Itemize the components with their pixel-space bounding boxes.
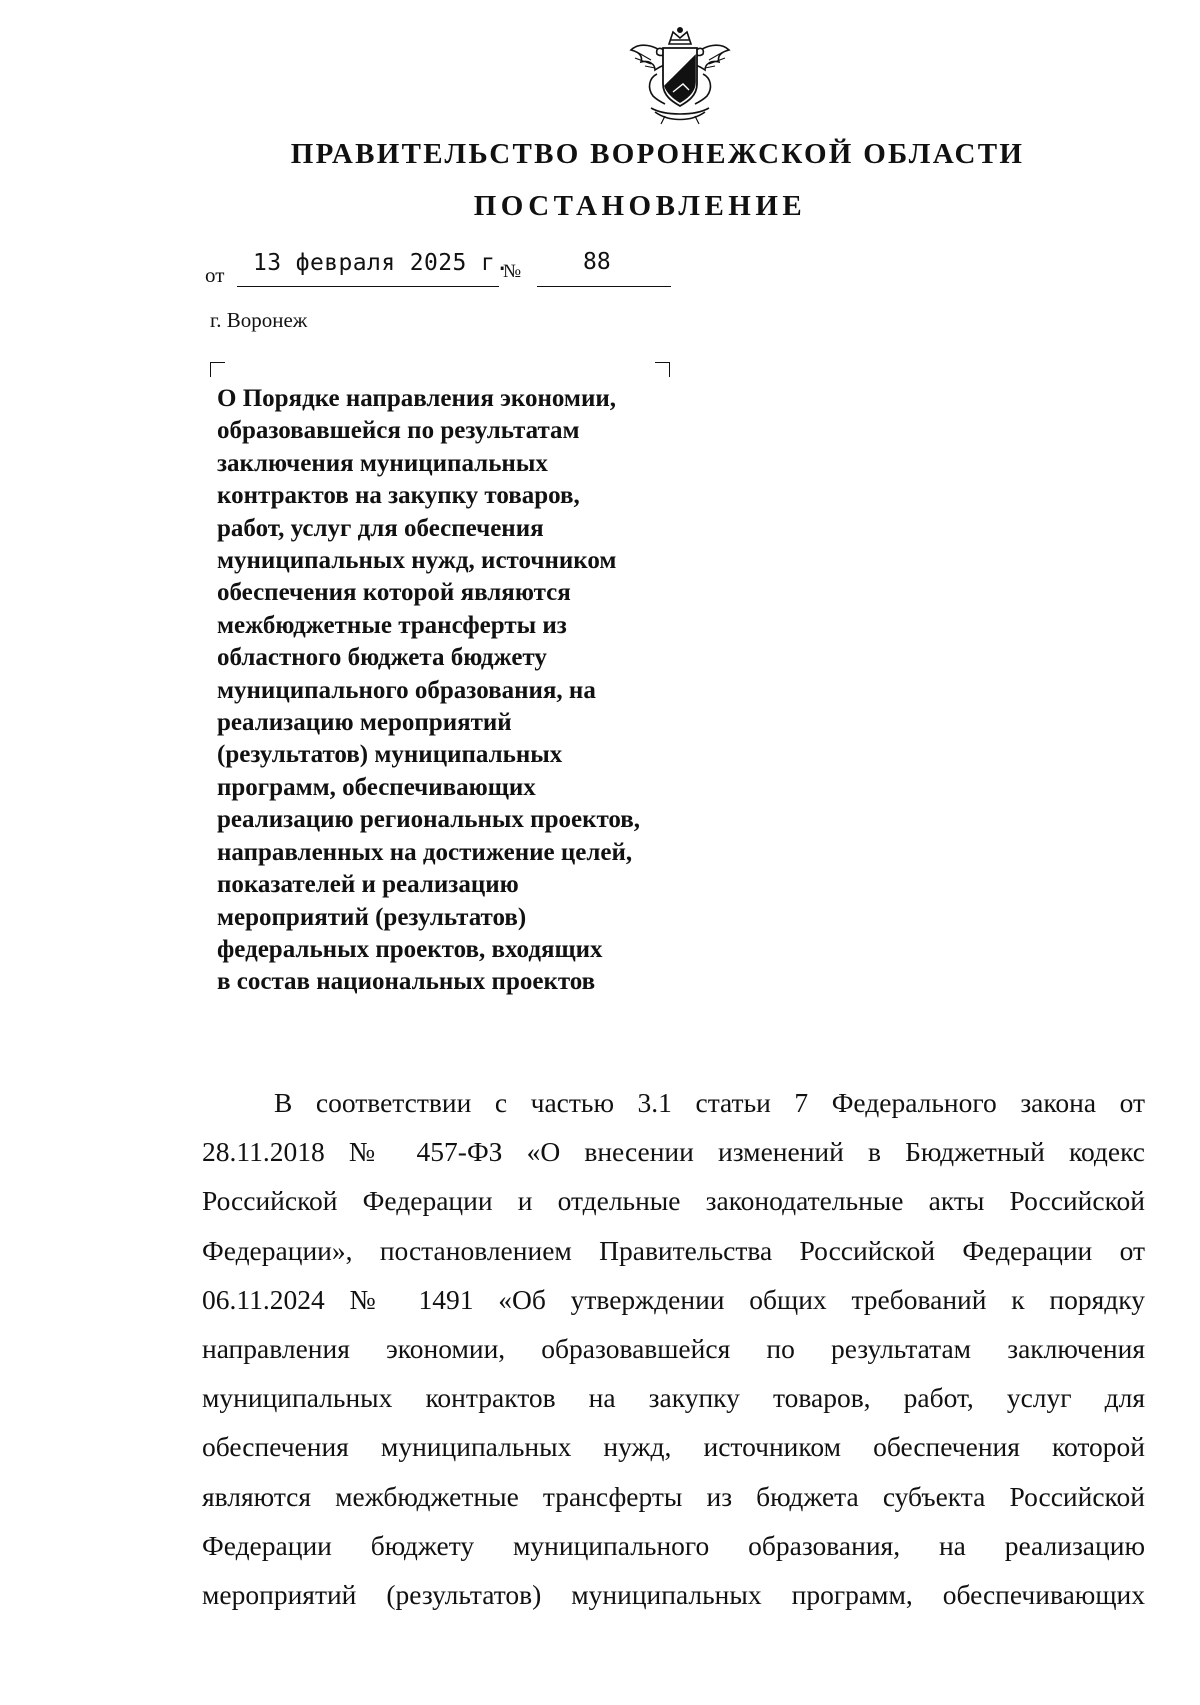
subject-line: реализацию региональных проектов, (217, 806, 641, 834)
date-value: 13 февраля 2025 г. (253, 250, 510, 276)
document-subject (217, 383, 717, 999)
body-line: 06.11.2024 № 1491 «Об утверждении общих требований к порядку (202, 1283, 1145, 1315)
number-label: № (503, 261, 522, 282)
subject-line: муниципальных нужд, источником (217, 547, 617, 575)
city: г. Воронеж (210, 308, 308, 332)
body-line: В соответствии с частью 3.1 статьи 7 Федерального закона от (274, 1087, 1145, 1118)
subject-line: муниципального образования, на (217, 676, 596, 704)
document-type: ПОСТАНОВЛЕНИЕ (473, 190, 807, 222)
body-line: являются межбюджетные трансферты из бюджета субъекта Российской (202, 1480, 1145, 1512)
subject-line: работ, услуг для обеспечения (217, 514, 544, 542)
number-value: 88 (583, 249, 611, 275)
subject-line: обеспечения которой являются (217, 579, 571, 607)
subject-line: федеральных проектов, входящих (217, 935, 603, 963)
subject-line: направленных на достижение целей, (217, 838, 633, 866)
body-line: муниципальных контрактов на закупку товаров, работ, услуг для (202, 1382, 1145, 1414)
body-line: направления экономии, образовавшейся по результатам заключения (202, 1333, 1145, 1365)
organization-title: ПРАВИТЕЛЬСТВО ВОРОНЕЖСКОЙ ОБЛАСТИ (290, 138, 1025, 170)
body-line: обеспечения муниципальных нужд, источником обеспечения которой (202, 1431, 1145, 1463)
subject-line: заключения муниципальных (217, 449, 548, 477)
title-corner-right (655, 362, 670, 377)
body-line: Российской Федерации и отдельные законодательные акты Российской (202, 1185, 1145, 1217)
subject-line: контрактов на закупку товаров, (217, 482, 580, 510)
body-line: мероприятий (результатов) муниципальных программ, обеспечивающих (202, 1579, 1145, 1611)
date-number-row (205, 250, 685, 290)
body-line: 28.11.2018 № 457-ФЗ «О внесении изменений в Бюджетный кодекс (202, 1136, 1145, 1168)
subject-line: в состав национальных проектов (217, 968, 596, 996)
subject-line: областного бюджета бюджету (217, 644, 547, 672)
subject-line: межбюджетные трансферты из (217, 611, 567, 639)
coat-of-arms-icon (625, 26, 735, 126)
subject-line: О Порядке направления экономии, (217, 385, 616, 412)
subject-line: показателей и реализацию (217, 871, 519, 899)
subject-line: реализацию мероприятий (217, 709, 512, 737)
body-line: Федерации», постановлением Правительства Российской Федерации от (202, 1234, 1145, 1266)
subject-line: мероприятий (результатов) (217, 903, 527, 931)
subject-line: образовавшейся по результатам (217, 417, 580, 445)
document-body (202, 1078, 1145, 1619)
date-label: от (205, 263, 225, 287)
title-corner-left (210, 362, 225, 377)
subject-line: программ, обеспечивающих (217, 773, 536, 801)
subject-line: (результатов) муниципальных (217, 741, 563, 769)
body-line: Федерации бюджету муниципального образования, на реализацию (202, 1529, 1145, 1561)
